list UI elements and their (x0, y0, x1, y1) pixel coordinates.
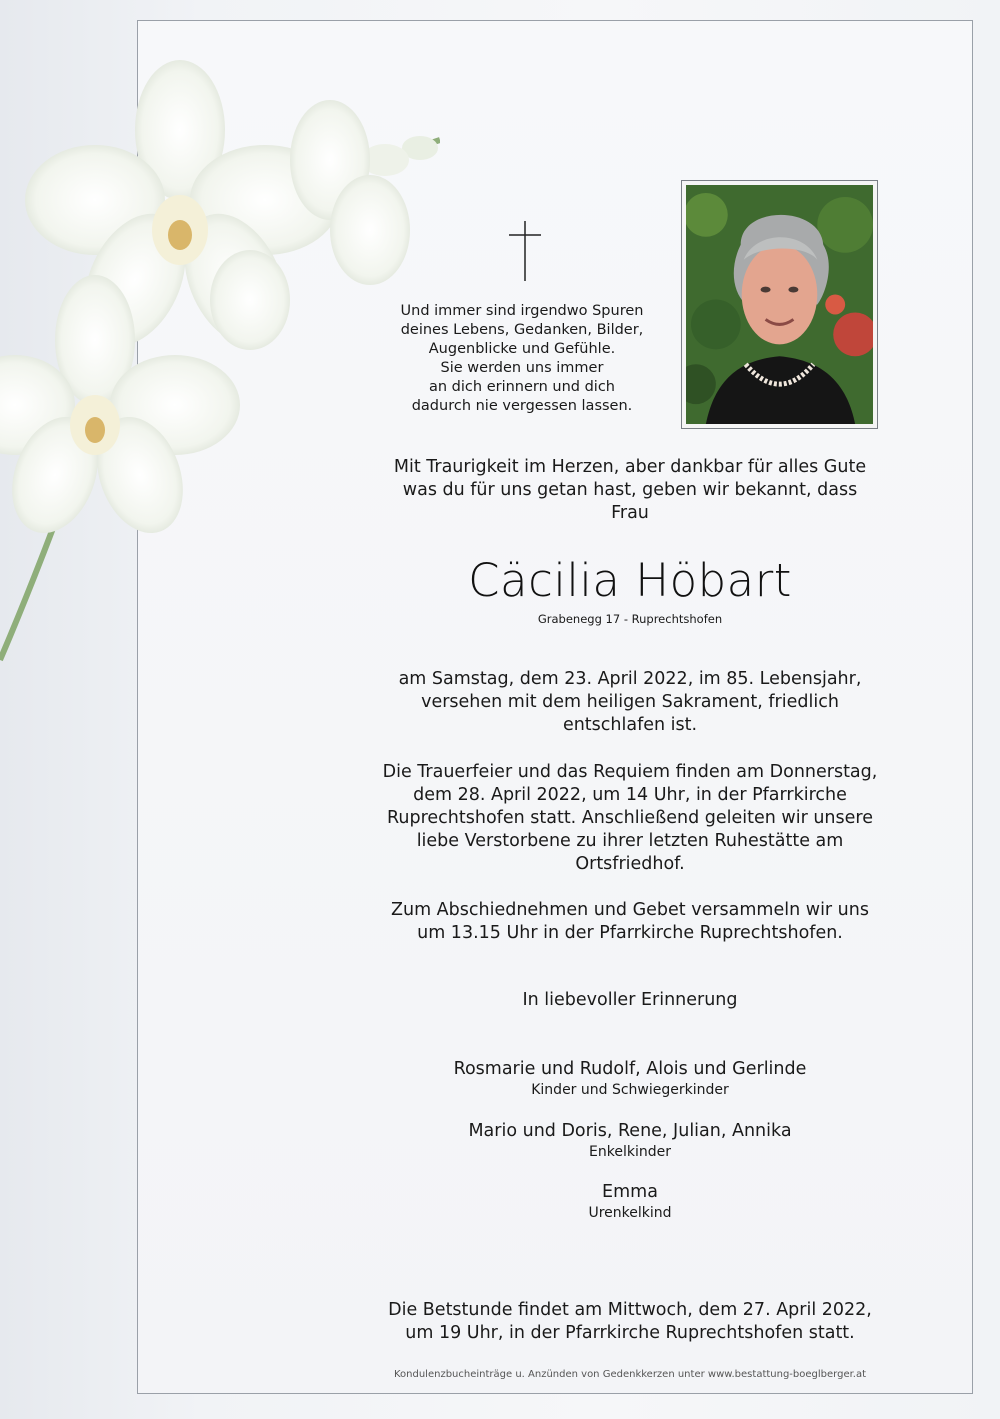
verse-line: dadurch nie vergessen lassen. (411, 398, 633, 414)
prayer-info (330, 1299, 930, 1345)
death-notice (330, 668, 930, 737)
mourner-role: Enkelkinder (589, 1144, 671, 1160)
mourner-group (330, 1181, 930, 1223)
verse-line: Und immer sind irgendwo Spuren (400, 303, 644, 319)
funeral-line: Ruprechtshofen statt. Anschließend geleiten wir unsere (387, 808, 873, 828)
deceased-name: Cäcilia Höbart (468, 554, 792, 607)
memory-line: In liebevoller Erinnerung (522, 990, 738, 1010)
footer-note: Kondulenzbucheinträge u. Anzünden von Gedenkkerzen unter www.bestattung-boeglberger.at (393, 1369, 867, 1380)
funeral-line: dem 28. April 2022, um 14 Uhr, in der Pfarrkirche (413, 785, 847, 805)
farewell-line: Zum Abschiednehmen und Gebet versammeln wir uns (390, 900, 869, 920)
farewell-line: um 13.15 Uhr in der Pfarrkirche Ruprechtshofen. (417, 923, 843, 943)
deceased-address: Grabenegg 17 - Ruprechtshofen (537, 612, 723, 626)
verse-line: an dich erinnern und dich (429, 379, 615, 395)
notice-line: am Samstag, dem 23. April 2022, im 85. Lebensjahr, (398, 669, 862, 689)
intro-line: Mit Traurigkeit im Herzen, aber dankbar für alles Gute (393, 457, 867, 477)
notice-line: entschlafen ist. (562, 715, 698, 735)
mourner-names: Emma (602, 1182, 658, 1202)
farewell-info (330, 899, 930, 945)
portrait-photo (681, 180, 878, 429)
mourner-names: Mario und Doris, Rene, Julian, Annika (468, 1121, 792, 1141)
cross-icon (505, 221, 545, 281)
funeral-line: Die Trauerfeier und das Requiem finden am Donnerstag, (382, 762, 878, 782)
funeral-line: liebe Verstorbene zu ihrer letzten Ruhestätte am (416, 831, 844, 851)
memorial-verse (362, 302, 682, 416)
verse-line: Sie werden uns immer (440, 360, 604, 376)
mourner-group (330, 1120, 930, 1162)
mourner-names: Rosmarie und Rudolf, Alois und Gerlinde (453, 1059, 807, 1079)
verse-line: deines Lebens, Gedanken, Bilder, (400, 322, 644, 338)
intro-line: was du für uns getan hast, geben wir bekannt, dass (402, 480, 858, 500)
intro-text (330, 456, 930, 525)
prayer-line: um 19 Uhr, in der Pfarrkirche Ruprechtshofen statt. (405, 1323, 855, 1343)
notice-line: versehen mit dem heiligen Sakrament, friedlich (421, 692, 839, 712)
mourner-role: Urenkelkind (588, 1205, 672, 1221)
funeral-info (330, 761, 930, 876)
intro-line: Frau (611, 503, 649, 523)
funeral-line: Ortsfriedhof. (575, 854, 685, 874)
prayer-line: Die Betstunde findet am Mittwoch, dem 27. April 2022, (388, 1300, 872, 1320)
mourner-role: Kinder und Schwiegerkinder (531, 1082, 729, 1098)
verse-line: Augenblicke und Gefühle. (428, 341, 616, 357)
mourner-group (330, 1058, 930, 1100)
